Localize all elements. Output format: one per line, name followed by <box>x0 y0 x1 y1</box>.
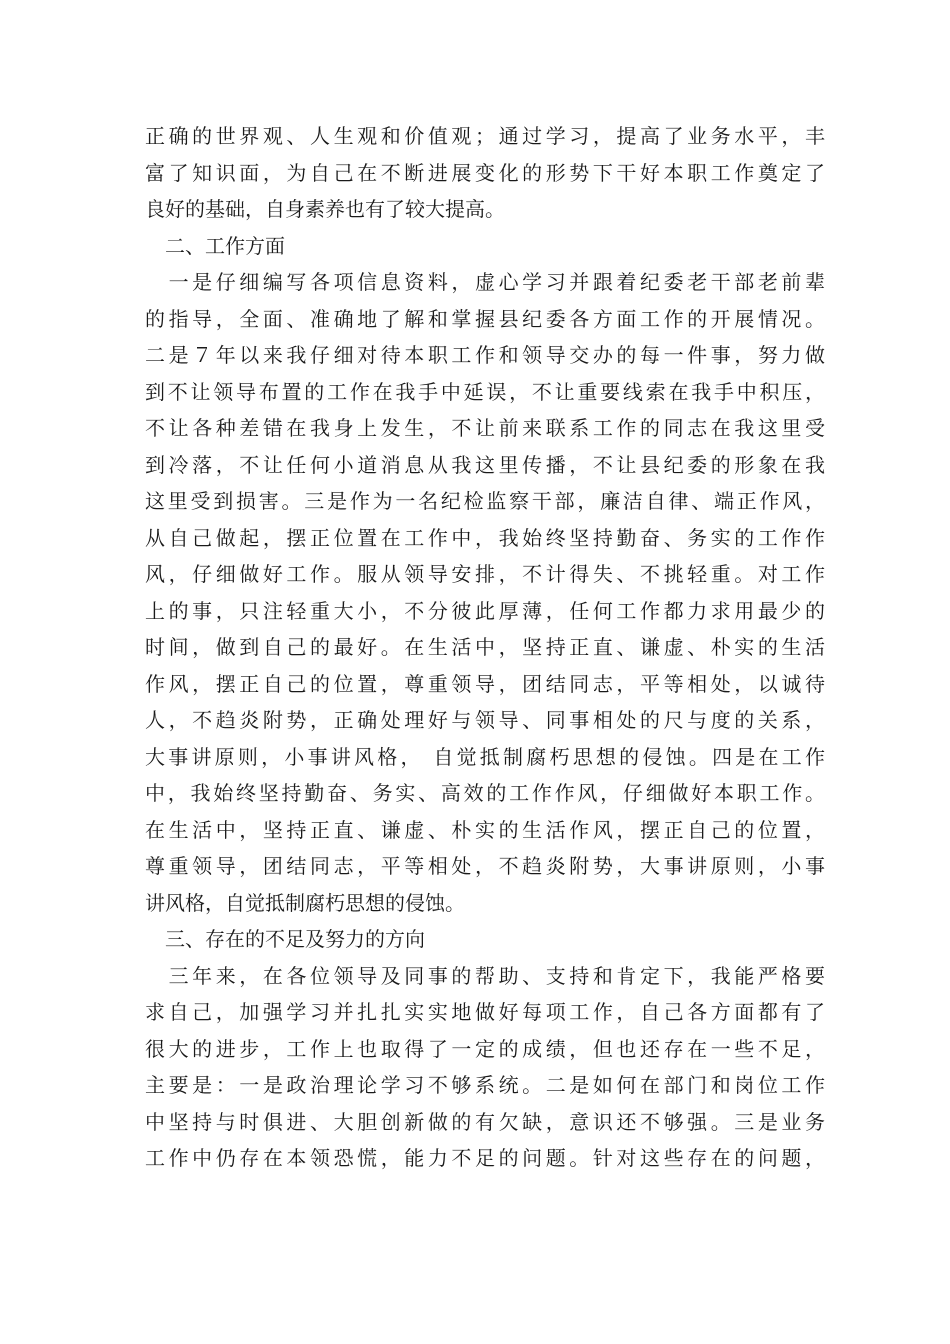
text-line: 求自己，加强学习并扎扎实实地做好每项工作，自己各方面都有了 <box>145 1000 825 1024</box>
text-line: 人，不趋炎附势，正确处理好与领导、同事相处的尺与度的关系， <box>145 708 825 732</box>
text-line: 从自己做起，摆正位置在工作中，我始终坚持勤奋、务实的工作作 <box>145 525 825 550</box>
text-line: 时间，做到自己的最好。在生活中，坚持正直、谦虚、朴实的生活 <box>145 635 825 659</box>
text-line: 中，我始终坚持勤奋、务实、高效的工作作风，仔细做好本职工作。 <box>145 781 825 805</box>
section-heading: 三、存在的不足及努力的方向 <box>145 927 425 951</box>
text-line: 一是仔细编写各项信息资料，虚心学习并跟着纪委老干部老前辈 <box>145 270 825 294</box>
text-line: 不让各种差错在我身上发生，不让前来联系工作的同志在我这里受 <box>145 416 825 440</box>
text-line: 作风，摆正自己的位置，尊重领导，团结同志，平等相处，以诚待 <box>145 671 825 696</box>
text-line: 很大的进步，工作上也取得了一定的成绩，但也还存在一些不足， <box>145 1036 825 1061</box>
text-line: 工作中仍存在本领恐慌，能力不足的问题。针对这些存在的问题， <box>145 1146 825 1170</box>
text-line: 二是７年以来我仔细对待本职工作和领导交办的每一件事，努力做 <box>145 343 825 367</box>
text-line: 到不让领导布置的工作在我手中延误，不让重要线索在我手中积压， <box>145 379 825 404</box>
text-line: 上的事，只注轻重大小，不分彼此厚薄，任何工作都力求用最少的 <box>145 598 825 623</box>
text-line: 的指导，全面、准确地了解和掌握县纪委各方面工作的开展情况。 <box>145 306 825 331</box>
text-line: 尊重领导，团结同志，平等相处，不趋炎附势，大事讲原则，小事 <box>145 854 825 878</box>
text-line: 这里受到损害。三是作为一名纪检监察干部，廉洁自律、端正作风， <box>145 489 825 513</box>
document-body <box>145 118 825 1177</box>
text-line: 良好的基础，自身素养也有了较大提高。 <box>145 197 505 221</box>
text-line: 在生活中，坚持正直、谦虚、朴实的生活作风，摆正自己的位置， <box>145 817 825 842</box>
text-line: 三年来，在各位领导及同事的帮助、支持和肯定下，我能严格要 <box>145 963 825 988</box>
text-line: 大事讲原则，小事讲风格， 自觉抵制腐朽思想的侵蚀。四是在工作 <box>145 744 825 769</box>
text-line: 中坚持与时俱进、大胆创新做的有欠缺，意识还不够强。三是业务 <box>145 1109 825 1134</box>
section-heading: 二、工作方面 <box>145 233 285 258</box>
text-line: 到冷落，不让任何小道消息从我这里传播，不让县纪委的形象在我 <box>145 452 825 477</box>
text-line: 正确的世界观、人生观和价值观；通过学习，提高了业务水平，丰 <box>145 124 825 148</box>
text-line: 主要是：一是政治理论学习不够系统。二是如何在部门和岗位工作 <box>145 1073 825 1097</box>
text-line: 讲风格，自觉抵制腐朽思想的侵蚀。 <box>145 890 465 915</box>
text-line: 富了知识面，为自己在不断进展变化的形势下干好本职工作奠定了 <box>145 160 825 185</box>
text-line: 风，仔细做好工作。服从领导安排，不计得失、不挑轻重。对工作 <box>145 562 825 586</box>
